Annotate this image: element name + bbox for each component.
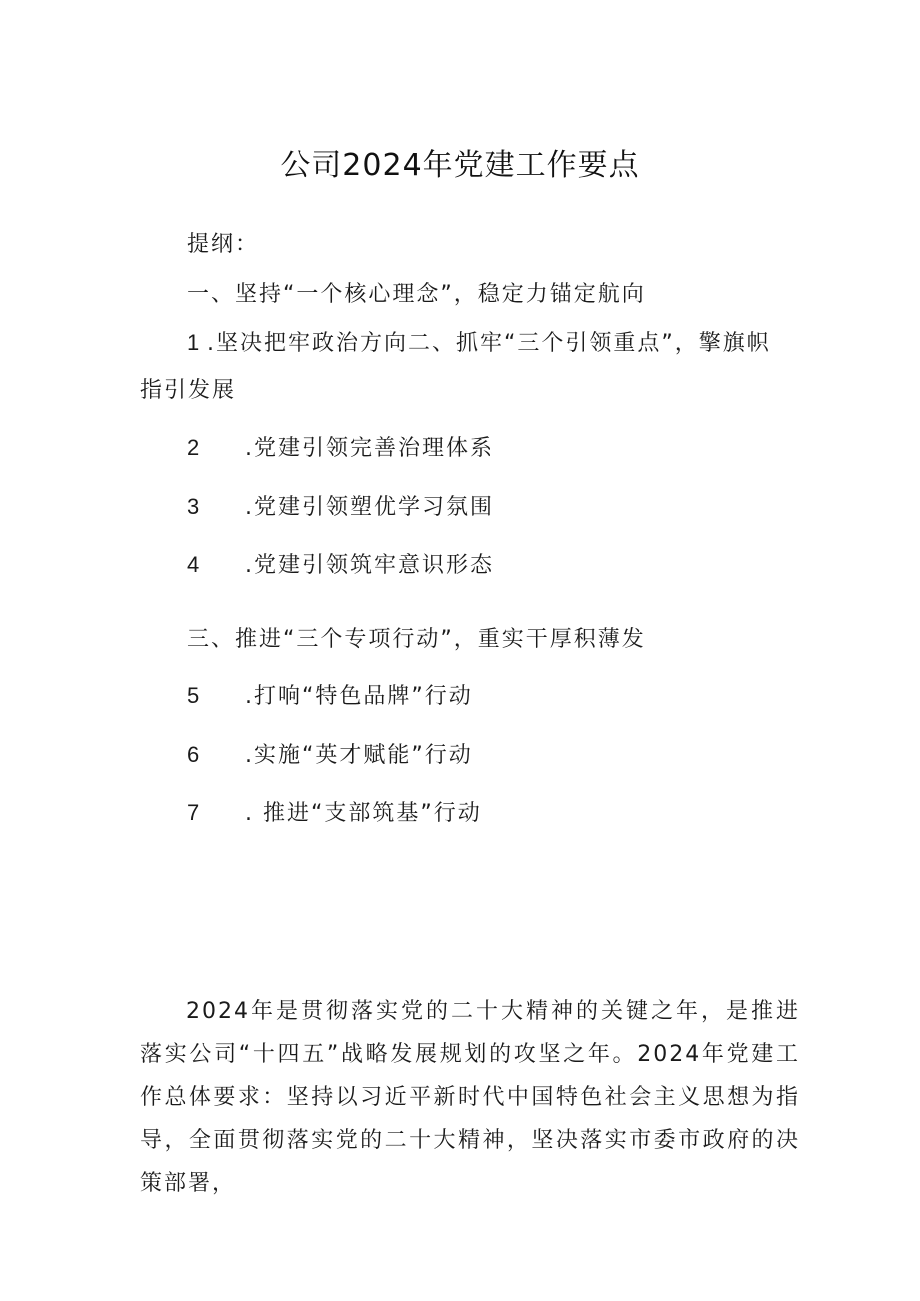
body-paragraph: 2024年是贯彻落实党的二十大精神的关键之年，是推进落实公司“十四五”战略发展规划的攻坚之年。2024年党建工作总体要求：坚持以习近平新时代中国特色社会主义思想为指导，全面贯彻落实党的二十大精神，坚决落实市委市政府的决策部署， bbox=[140, 999, 800, 1196]
outline-item-2 bbox=[187, 433, 494, 464]
item-number: 5 bbox=[187, 683, 202, 708]
item-text: .党建引领筑牢意识形态 bbox=[245, 553, 494, 578]
item-number: 4 bbox=[187, 552, 202, 577]
outline-item-7 bbox=[187, 798, 482, 829]
section1-heading: 一、坚持“一个核心理念”，稳定力锚定航向 bbox=[187, 282, 646, 307]
outline-item-3 bbox=[187, 492, 494, 523]
item-text: .实施“英才赋能”行动 bbox=[245, 743, 473, 768]
item-number: 2 bbox=[187, 435, 202, 460]
item-text: .党建引领完善治理体系 bbox=[245, 436, 494, 461]
item-number: 3 bbox=[187, 494, 202, 519]
outline-item-5 bbox=[187, 681, 473, 712]
item-number: 1 bbox=[187, 330, 202, 355]
item-text: .党建引领塑优学习氛围 bbox=[245, 495, 494, 520]
item-text: .打响“特色品牌”行动 bbox=[245, 684, 473, 709]
outline-item-1 bbox=[187, 328, 771, 359]
item-text: . 推进“支部筑基”行动 bbox=[245, 801, 482, 826]
outline-item-1-continued: 指引发展 bbox=[140, 378, 237, 403]
item-number: 7 bbox=[187, 800, 202, 825]
outline-item-4 bbox=[187, 550, 494, 581]
item-number: 6 bbox=[187, 742, 202, 767]
outline-item-6 bbox=[187, 740, 473, 771]
section3-heading: 三、推进“三个专项行动”，重实干厚积薄发 bbox=[187, 627, 646, 652]
document-title: 公司2024年党建工作要点 bbox=[280, 148, 640, 183]
item-text: .坚决把牢政治方向二、抓牢“三个引领重点”，擎旗帜 bbox=[207, 331, 771, 356]
outline-label: 提纲： bbox=[187, 232, 260, 257]
